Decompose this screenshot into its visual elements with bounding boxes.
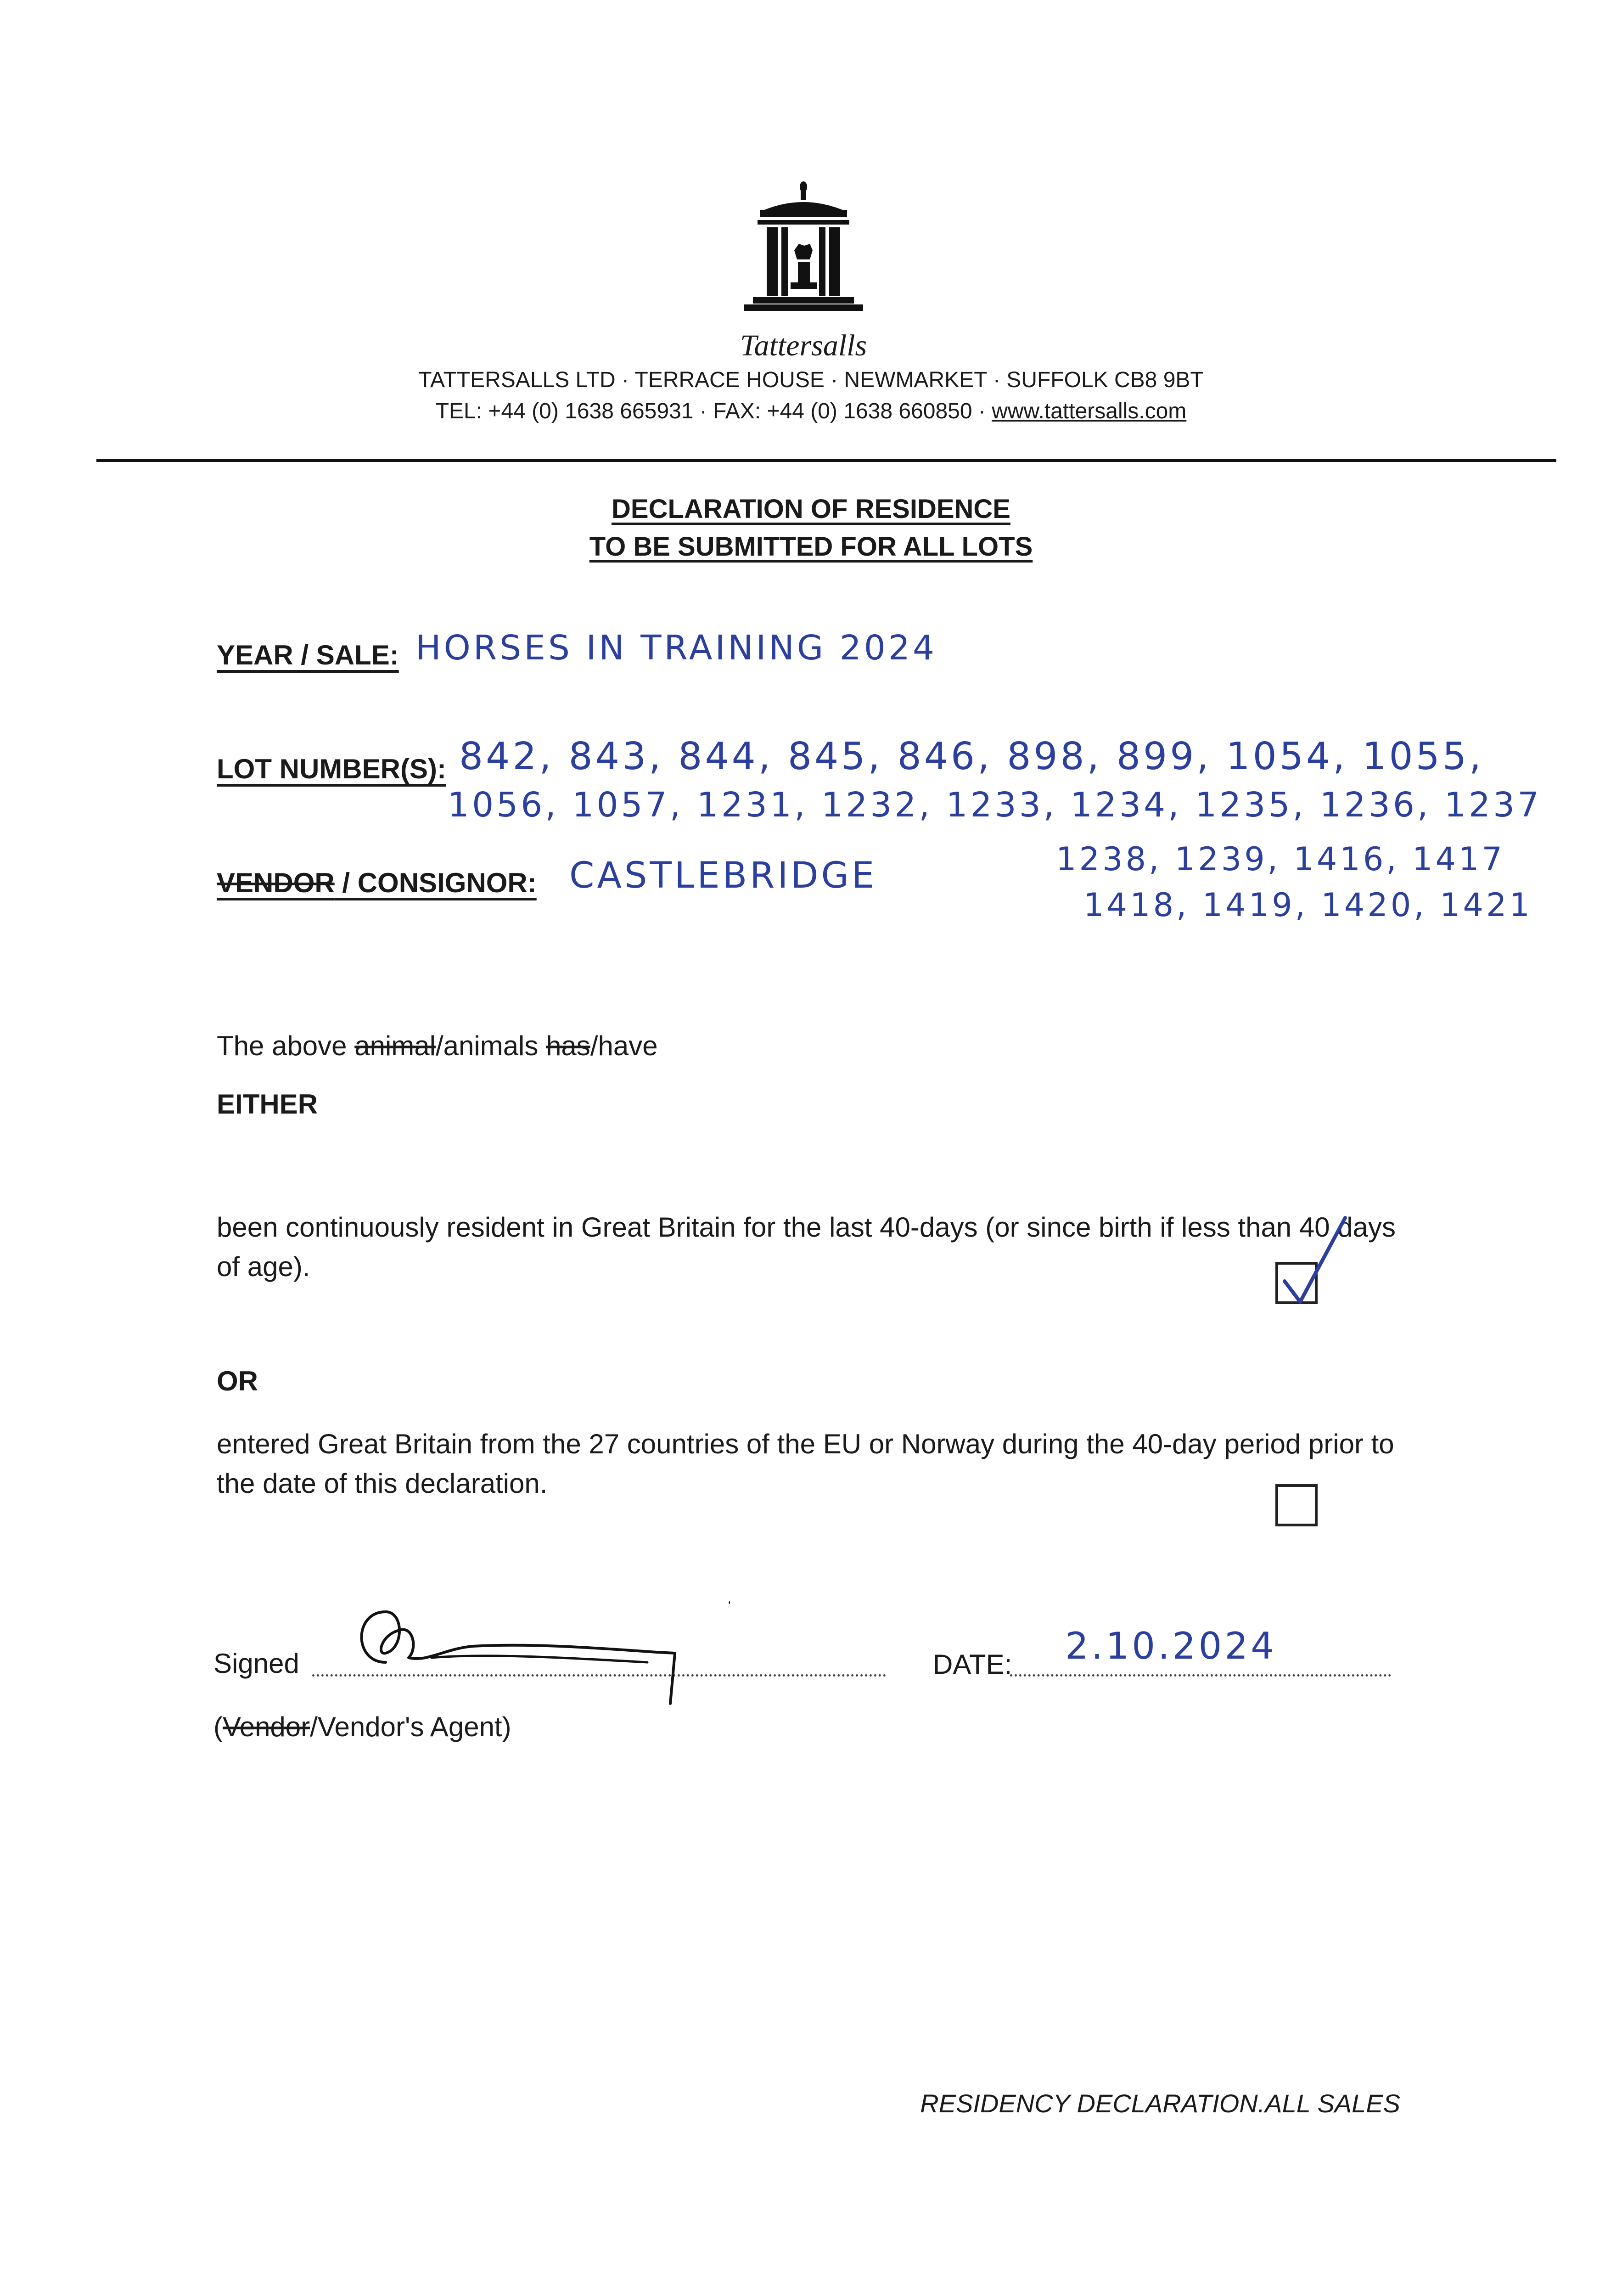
footer-text: RESIDENCY DECLARATION.ALL SALES xyxy=(920,2089,1400,2118)
animal-struck: animal xyxy=(354,1030,436,1061)
date-line xyxy=(1010,1674,1391,1677)
option-1-text: been continuously resident in Great Britain for the last 40-days (or since birth if less than 40 days of age). xyxy=(217,1212,1396,1282)
website-link[interactable]: www.tattersalls.com xyxy=(992,399,1187,423)
vendor-struck: VENDOR xyxy=(217,867,335,898)
vendor-agent-text: /Vendor's Agent) xyxy=(310,1711,511,1742)
or-label: OR xyxy=(217,1366,258,1396)
role-open-paren: ( xyxy=(213,1711,223,1742)
lot-numbers-line-4: 1418, 1419, 1420, 1421 xyxy=(1083,886,1533,924)
contact-phone-fax: TEL: +44 (0) 1638 665931 · FAX: +44 (0) 1638 660850 · xyxy=(435,399,992,423)
animals-statement xyxy=(217,1026,658,1066)
lot-numbers-line-3: 1238, 1239, 1416, 1417 xyxy=(1056,840,1505,878)
tattersalls-logo-icon xyxy=(739,177,868,328)
statement-prefix: The above xyxy=(217,1030,355,1061)
date-label: DATE: xyxy=(933,1649,1012,1680)
year-sale-value: HORSES IN TRAINING 2024 xyxy=(415,628,937,668)
statement-have: /have xyxy=(590,1030,658,1061)
consignor-label-text: / CONSIGNOR: xyxy=(334,867,537,898)
date-value: 2.10.2024 xyxy=(1065,1625,1277,1667)
vendor-role-struck: Vendor xyxy=(222,1711,310,1742)
lot-numbers-line-2: 1056, 1057, 1231, 1232, 1233, 1234, 1235, 1236, 1237 xyxy=(448,785,1542,825)
company-contact xyxy=(0,399,1622,424)
either-label: EITHER xyxy=(217,1089,318,1120)
lot-numbers-label: LOT NUMBER(S): xyxy=(217,754,446,784)
checkmark-icon xyxy=(1276,1212,1354,1309)
title-line-2: TO BE SUBMITTED FOR ALL LOTS xyxy=(589,532,1033,562)
option-2-text: entered Great Britain from the 27 countries of the EU or Norway during the 40-day period prior to the date of this declaration. xyxy=(217,1429,1394,1499)
company-address: TATTERSALLS LTD · TERRACE HOUSE · NEWMARKET · SUFFOLK CB8 9BT xyxy=(418,368,1204,392)
document-title xyxy=(0,490,1622,566)
signatory-role xyxy=(213,1707,511,1747)
signed-label: Signed xyxy=(213,1648,299,1679)
consignor-label xyxy=(217,867,537,899)
option-2-checkbox[interactable] xyxy=(1275,1484,1318,1526)
lot-numbers-line-1: 842, 843, 844, 845, 846, 898, 899, 1054, 1055, xyxy=(459,735,1484,778)
logo-wordmark: Tattersalls xyxy=(740,329,867,362)
statement-animals: /animals xyxy=(435,1030,546,1061)
title-line-1: DECLARATION OF RESIDENCE xyxy=(612,494,1010,524)
header-divider xyxy=(96,459,1556,462)
consignor-value: CASTLEBRIDGE xyxy=(569,855,877,896)
year-sale-label: YEAR / SALE: xyxy=(217,640,399,670)
has-struck: has xyxy=(546,1030,590,1061)
handwritten-signature xyxy=(335,1593,730,1713)
